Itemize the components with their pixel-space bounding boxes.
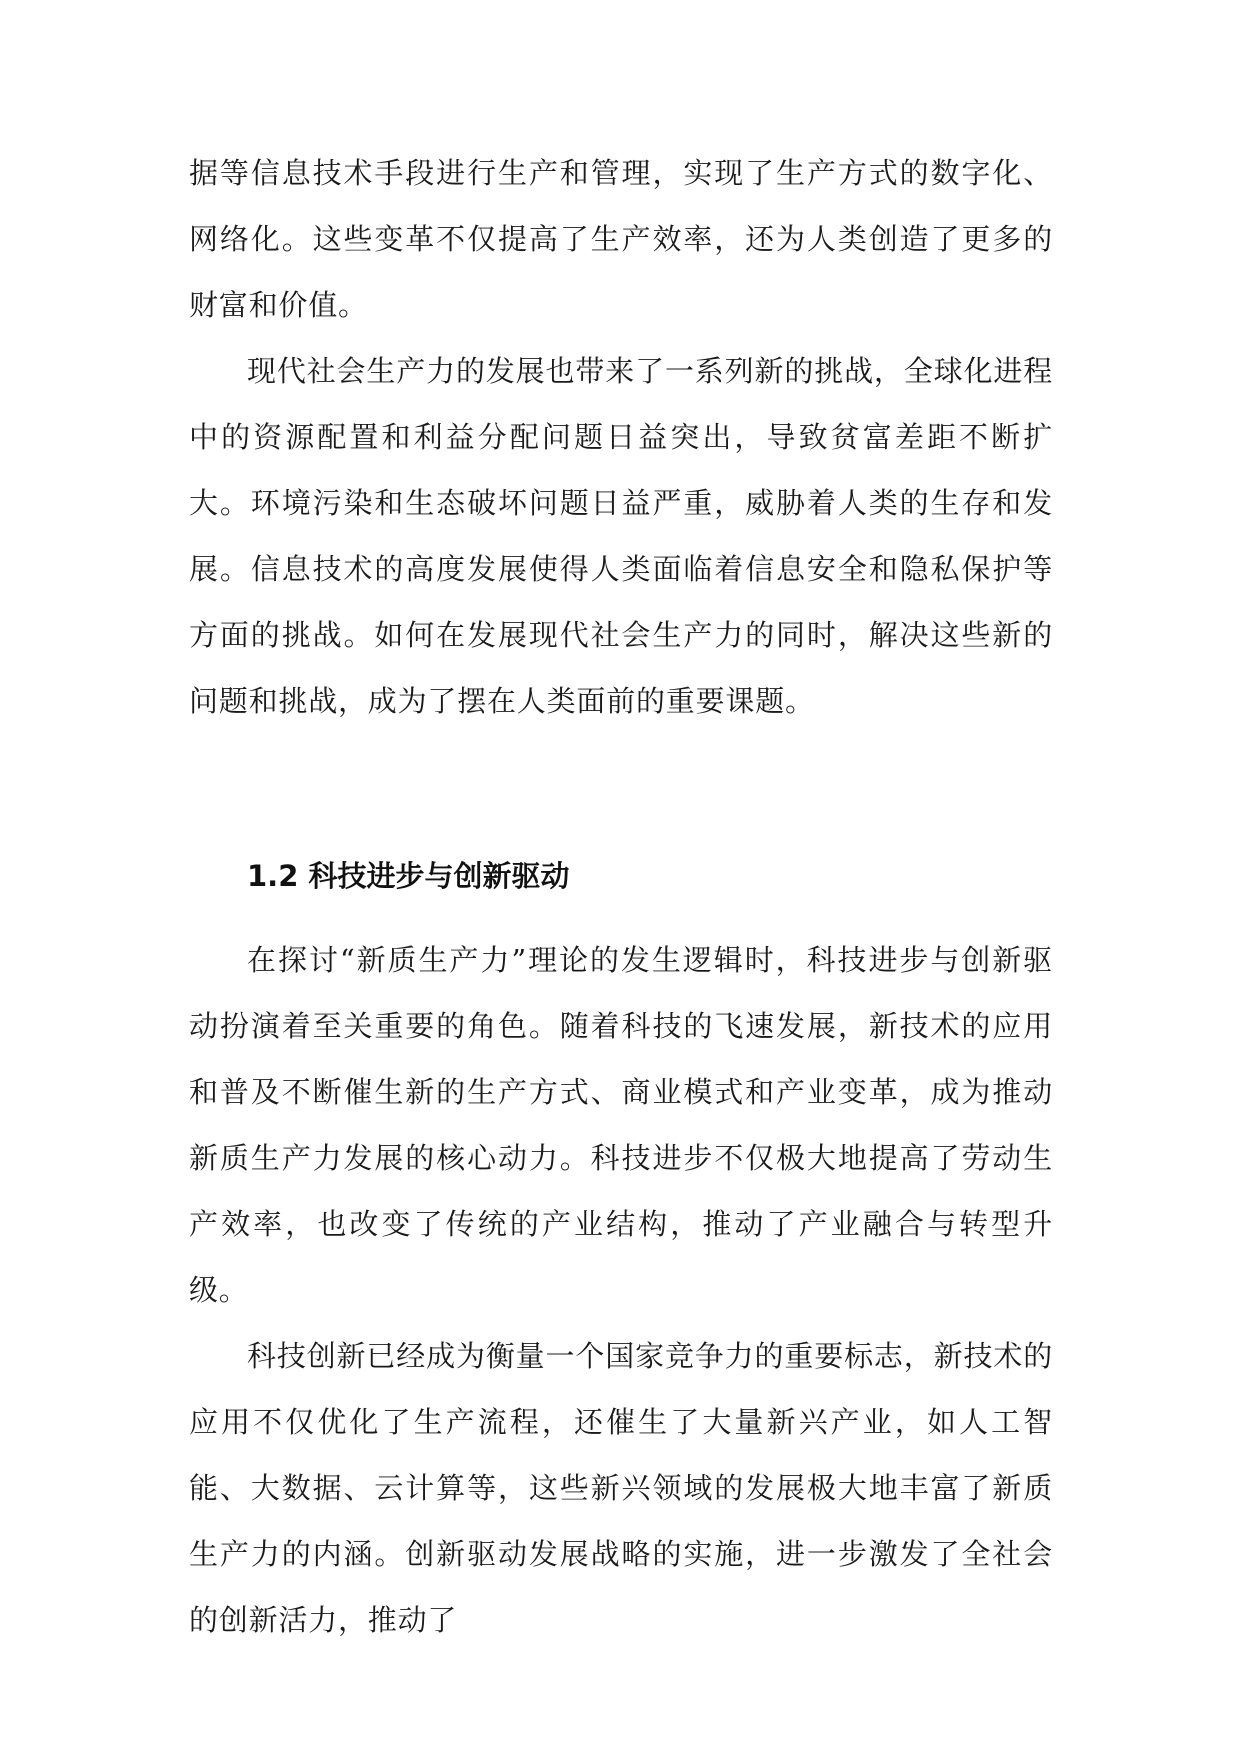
competitiveness-paragraph: 科技创新已经成为衡量一个国家竞争力的重要标志，新技术的应用不仅优化了生产流程，还催生了大量新兴产业，如人工智能、大数据、云计算等，这些新兴领域的发展极大地丰富了新质生产力的内涵。创新驱动发展战略的实施，进一步激发了全社会的创新活力，推动了 [189, 1339, 1053, 1637]
body-text-section-2 [189, 927, 1053, 1653]
challenges-paragraph: 现代社会生产力的发展也带来了一系列新的挑战，全球化进程中的资源配置和利益分配问题日益突出，导致贫富差距不断扩大。环境污染和生态破坏问题日益严重，威胁着人类的生存和发展。信息技术的高度发展使得人类面临着信息安全和隐私保护等方面的挑战。如何在发展现代社会生产力的同时，解决这些新的问题和挑战，成为了摆在人类面前的重要课题。 [189, 354, 1053, 718]
section-heading: 1.2 科技进步与创新驱动 [247, 859, 570, 893]
continuation-paragraph: 据等信息技术手段进行生产和管理，实现了生产方式的数字化、网络化。这些变革不仅提高了生产效率，还为人类创造了更多的财富和价值。 [189, 156, 1053, 322]
body-text-section-1 [189, 140, 1053, 734]
innovation-paragraph: 在探讨“新质生产力”理论的发生逻辑时，科技进步与创新驱动扮演着至关重要的角色。随着科技的飞速发展，新技术的应用和普及不断催生新的生产方式、商业模式和产业变革，成为推动新质生产力发展的核心动力。科技进步不仅极大地提高了劳动生产效率，也改变了传统的产业结构，推动了产业融合与转型升级。 [189, 943, 1053, 1307]
